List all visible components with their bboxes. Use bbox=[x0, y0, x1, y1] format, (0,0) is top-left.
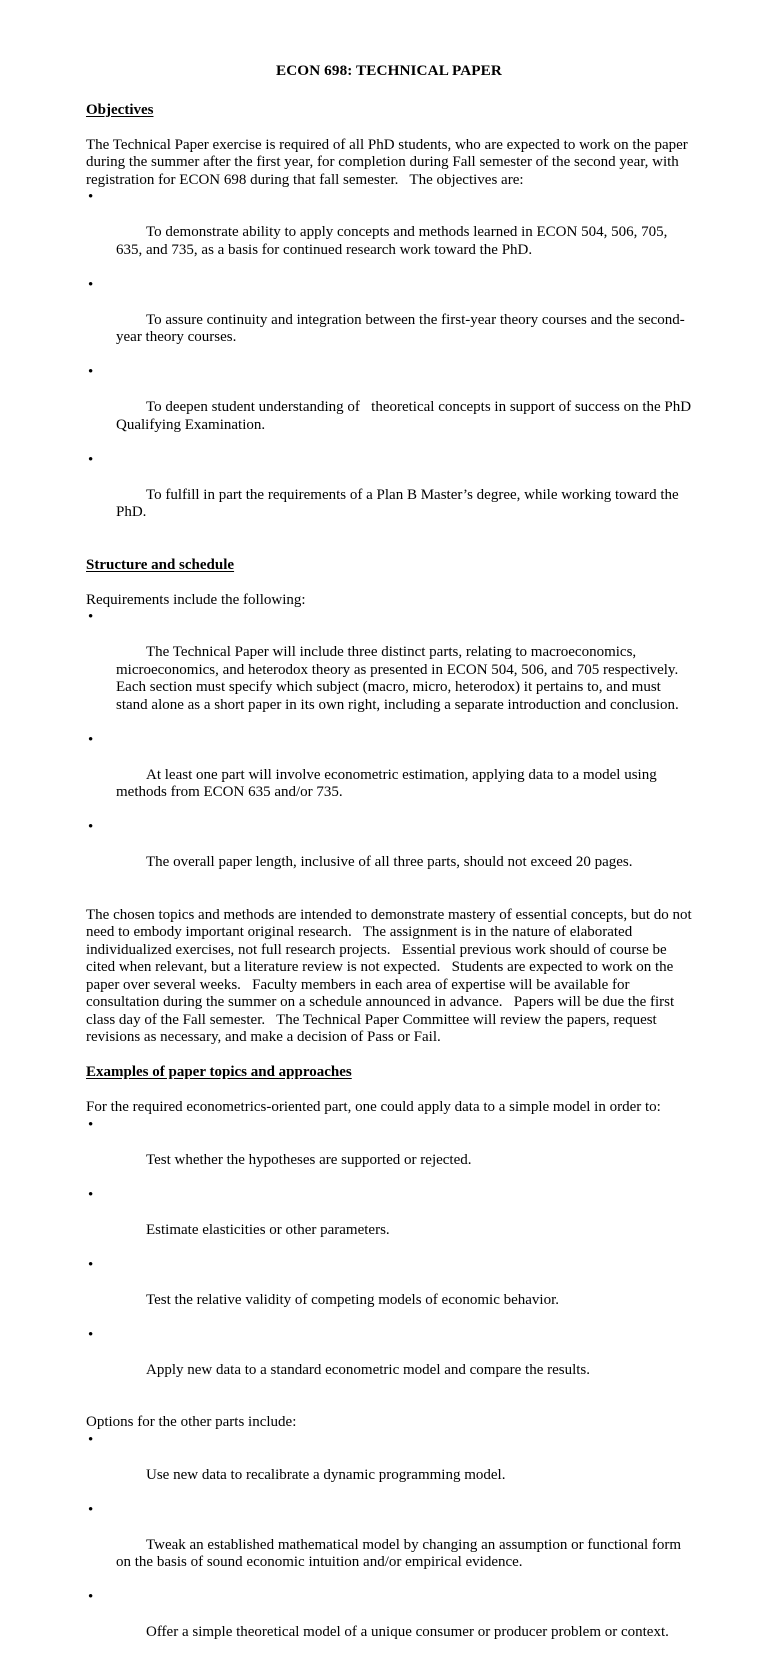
list-item bbox=[86, 1502, 692, 1590]
list-item-text: Test whether the hypotheses are supported or rejected. bbox=[146, 1152, 472, 1168]
econometrics-options-list bbox=[86, 1117, 692, 1397]
list-item bbox=[86, 1327, 692, 1397]
other-parts-intro-paragraph: Options for the other parts include: bbox=[86, 1414, 692, 1432]
list-item bbox=[86, 1589, 692, 1659]
structure-intro-paragraph: Requirements include the following: bbox=[86, 592, 692, 610]
list-item-text: To deepen student understanding of theoretical concepts in support of success on the PhD Qualifying Examination. bbox=[116, 399, 695, 433]
spacer bbox=[86, 1082, 692, 1100]
list-item bbox=[86, 819, 692, 889]
bullet-icon: • bbox=[88, 452, 93, 470]
list-item bbox=[86, 1432, 692, 1502]
list-item-text: To assure continuity and integration between the first-year theory courses and the second-year theory courses. bbox=[116, 312, 685, 346]
bullet-icon: • bbox=[88, 1117, 93, 1135]
bullet-icon: • bbox=[88, 1257, 93, 1275]
list-item-text: At least one part will involve econometric estimation, applying data to a model using methods from ECON 635 and/or 735. bbox=[116, 767, 660, 801]
list-item bbox=[86, 189, 692, 277]
list-item bbox=[86, 364, 692, 452]
section-heading-structure: Structure and schedule bbox=[86, 557, 692, 575]
objectives-section bbox=[86, 102, 692, 540]
list-item-text: Tweak an established mathematical model by changing an assumption or functional form on the basis of sound economic intuition and/or empirical evidence. bbox=[116, 1537, 685, 1571]
bullet-icon: • bbox=[88, 819, 93, 837]
bullet-icon: • bbox=[88, 189, 93, 207]
spacer bbox=[86, 1397, 692, 1415]
list-item bbox=[86, 1257, 692, 1327]
structure-requirements-list bbox=[86, 609, 692, 889]
structure-section bbox=[86, 557, 692, 1047]
structure-closing-paragraph: The chosen topics and methods are intended to demonstrate mastery of essential concepts, but do not need to embody important original research. The assignment is in the nature of elaborated individualized exercises, not full research projects. Essential previous work should of course be cited when relevant, but a literature review is not expected. Students are expected to work on the paper over several weeks. Faculty members in each area of expertise will be available for consultation during the summer on a schedule announced in advance. Papers will be due the first class day of the Fall semester. The Technical Paper Committee will review the papers, request revisions as necessary, and make a decision of Pass or Fail. bbox=[86, 907, 692, 1047]
bullet-icon: • bbox=[88, 1589, 93, 1607]
bullet-icon: • bbox=[88, 1327, 93, 1345]
spacer bbox=[86, 539, 692, 557]
list-item-text: The overall paper length, inclusive of all three parts, should not exceed 20 pages. bbox=[146, 854, 633, 870]
list-item-text: Test the relative validity of competing models of economic behavior. bbox=[146, 1292, 559, 1308]
examples-section bbox=[86, 1064, 692, 1659]
section-heading-objectives: Objectives bbox=[86, 102, 692, 120]
list-item-text: To fulfill in part the requirements of a Plan B Master’s degree, while working toward the PhD. bbox=[116, 487, 682, 521]
bullet-icon: • bbox=[88, 1432, 93, 1450]
list-item bbox=[86, 277, 692, 365]
bullet-icon: • bbox=[88, 1502, 93, 1520]
list-item-text: The Technical Paper will include three distinct parts, relating to macroeconomics, microeconomics, and heterodox theory as presented in ECON 504, 506, and 705 respectively. Each section must specify which subject (macro, micro, heterodox) it pertains to, and must stand alone as a short paper in its own right, including a separate introduction and conclusion. bbox=[116, 644, 689, 713]
objectives-intro-paragraph: The Technical Paper exercise is required of all PhD students, who are expected to work on the paper during the summer after the first year, for completion during Fall semester of the second year, with registration for ECON 698 during that fall semester. The objectives are: bbox=[86, 137, 692, 190]
list-item bbox=[86, 609, 692, 732]
bullet-icon: • bbox=[88, 364, 93, 382]
page-title: ECON 698: TECHNICAL PAPER bbox=[86, 62, 692, 80]
econometrics-intro-paragraph: For the required econometrics-oriented part, one could apply data to a simple model in order to: bbox=[86, 1099, 692, 1117]
list-item-text: Use new data to recalibrate a dynamic programming model. bbox=[146, 1467, 505, 1483]
bullet-icon: • bbox=[88, 609, 93, 627]
spacer bbox=[86, 119, 692, 137]
list-item bbox=[86, 732, 692, 820]
list-item bbox=[86, 1117, 692, 1187]
spacer bbox=[86, 1047, 692, 1065]
spacer bbox=[86, 574, 692, 592]
list-item-text: To demonstrate ability to apply concepts and methods learned in ECON 504, 506, 705, 635, and 735, as a basis for continued research work toward the PhD. bbox=[116, 224, 671, 258]
bullet-icon: • bbox=[88, 732, 93, 750]
objectives-list bbox=[86, 189, 692, 539]
list-item-text: Offer a simple theoretical model of a unique consumer or producer problem or context. bbox=[146, 1624, 669, 1640]
list-item-text: Apply new data to a standard econometric model and compare the results. bbox=[146, 1362, 590, 1378]
list-item-text: Estimate elasticities or other parameters. bbox=[146, 1222, 390, 1238]
bullet-icon: • bbox=[88, 277, 93, 295]
section-heading-examples: Examples of paper topics and approaches bbox=[86, 1064, 692, 1082]
list-item bbox=[86, 452, 692, 540]
other-parts-options-list bbox=[86, 1432, 692, 1659]
list-item bbox=[86, 1187, 692, 1257]
bullet-icon: • bbox=[88, 1187, 93, 1205]
spacer bbox=[86, 889, 692, 907]
